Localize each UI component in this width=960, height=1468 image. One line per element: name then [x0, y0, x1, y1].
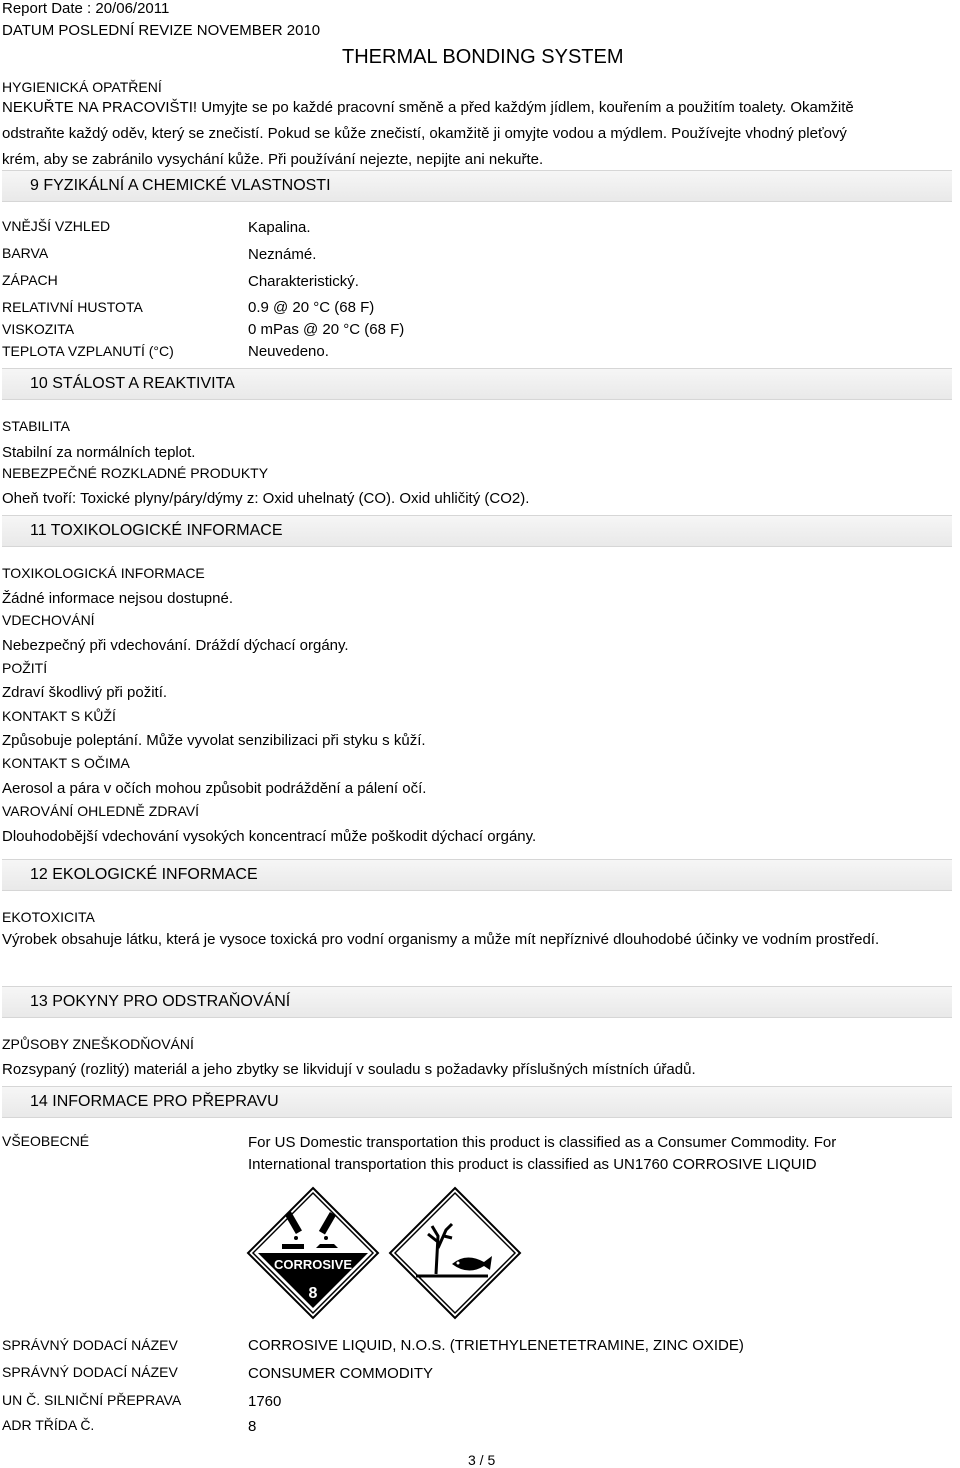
s9-value-color: Neznámé.	[248, 246, 317, 263]
un-road-label: UN Č. SILNIČNÍ PŘEPRAVA	[2, 1392, 182, 1408]
decomp-text: Oheň tvoří: Toxické plyny/páry/dýmy z: Oxid uhelnatý (CO). Oxid uhličitý (CO2).	[2, 490, 530, 507]
report-date: Report Date : 20/06/2011	[2, 0, 170, 17]
section-10-title: 10 STÁLOST A REAKTIVITA	[30, 375, 235, 392]
adr-class-label: ADR TŘÍDA Č.	[2, 1417, 95, 1433]
ecotoxicity-text: Výrobek obsahuje látku, která je vysoce toxická pro vodní organismy a může mít nepříznivé dlouhodobé účinky ve vodním prostředí.	[2, 931, 880, 948]
hygiene-text: NEKUŘTE NA PRACOVIŠTI! Umyjte se po každé pracovní směně a před každým jídlem, kouřením a použitím toalety. Okamžitě odstraňte každý oděv, který se znečistí. Pokud se kůže znečistí, okamžitě ji omyjte vodou a mýdlem. Používejte vhodný pleťový krém, aby se zabránilo vysychání kůže. Při používání nejezte, nepijte ani nekuřte.	[2, 99, 854, 168]
section-14-title: 14 INFORMACE PRO PŘEPRAVU	[30, 1093, 279, 1110]
inhalation-label: VDECHOVÁNÍ	[2, 612, 95, 628]
s9-value-flashpoint: Neuvedeno.	[248, 343, 329, 360]
tox-info-label: TOXIKOLOGICKÁ INFORMACE	[2, 565, 205, 581]
s9-label-density: RELATIVNÍ HUSTOTA	[2, 299, 143, 315]
hygiene-label: HYGIENICKÁ OPATŘENÍ	[2, 79, 162, 95]
section-13-header	[2, 986, 952, 1018]
inhalation-text: Nebezpečný při vdechování. Dráždí dýchací orgány.	[2, 637, 349, 654]
s9-value-odor: Charakteristický.	[248, 273, 359, 290]
corrosive-word: CORROSIVE	[273, 1257, 353, 1272]
corrosive-icon	[246, 1186, 380, 1320]
disposal-label: ZPŮSOBY ZNEŠKODŇOVÁNÍ	[2, 1036, 194, 1052]
shipping-name-value-1: CORROSIVE LIQUID, N.O.S. (TRIETHYLENETETRAMINE, ZINC OXIDE)	[248, 1337, 744, 1354]
section-14-header	[2, 1086, 952, 1118]
s9-value-appearance: Kapalina.	[248, 219, 311, 236]
section-11-header	[2, 515, 952, 547]
general-label: VŠEOBECNÉ	[2, 1133, 90, 1149]
section-11-title: 11 TOXIKOLOGICKÉ INFORMACE	[30, 522, 283, 539]
corrosive-class-number: 8	[308, 1285, 318, 1302]
s9-value-viscosity: 0 mPas @ 20 °C (68 F)	[248, 321, 405, 338]
s9-label-viscosity: VISKOZITA	[2, 321, 75, 337]
stability-label: STABILITA	[2, 418, 70, 434]
s9-label-flashpoint: TEPLOTA VZPLANUTÍ (°C)	[2, 343, 174, 359]
health-warning-label: VAROVÁNÍ OHLEDNĚ ZDRAVÍ	[2, 803, 200, 819]
disposal-text: Rozsypaný (rozlitý) materiál a jeho zbytky se likvidují v souladu s požadavky příslušných místních úřadů.	[2, 1061, 696, 1078]
shipping-name-value-2: CONSUMER COMMODITY	[248, 1365, 433, 1382]
section-9-title: 9 FYZIKÁLNÍ A CHEMICKÉ VLASTNOSTI	[30, 177, 331, 194]
eye-contact-text: Aerosol a pára v očích mohou způsobit podráždění a pálení očí.	[2, 780, 427, 797]
section-13-title: 13 POKYNY PRO ODSTRAŇOVÁNÍ	[30, 993, 291, 1010]
section-9-header	[2, 170, 952, 202]
environment-pictogram	[388, 1186, 522, 1320]
s9-label-appearance: VNĚJŠÍ VZHLED	[2, 218, 111, 234]
shipping-name-label-1: SPRÁVNÝ DODACÍ NÁZEV	[2, 1337, 178, 1353]
ingestion-text: Zdraví škodlivý při požití.	[2, 684, 168, 701]
health-warning-text: Dlouhodobější vdechování vysokých koncentrací může poškodit dýchací orgány.	[2, 828, 537, 845]
product-title: THERMAL BONDING SYSTEM	[342, 46, 624, 68]
revision-date: DATUM POSLEDNÍ REVIZE NOVEMBER 2010	[2, 22, 321, 39]
section-12-header	[2, 859, 952, 891]
section-12-title: 12 EKOLOGICKÉ INFORMACE	[30, 866, 258, 883]
general-text: For US Domestic transportation this product is classified as a Consumer Commodity. For International transportation this product is classified as UN1760 CORROSIVE LIQUID	[248, 1134, 837, 1173]
stability-text: Stabilní za normálních teplot.	[2, 444, 196, 461]
skin-contact-text: Způsobuje poleptání. Může vyvolat senzibilizaci při styku s kůží.	[2, 732, 426, 749]
s9-value-density: 0.9 @ 20 °C (68 F)	[248, 299, 375, 316]
section-10-header	[2, 368, 952, 400]
un-road-value: 1760	[248, 1393, 282, 1410]
tox-info-text: Žádné informace nejsou dostupné.	[2, 590, 233, 607]
skin-contact-label: KONTAKT S KŮŽÍ	[2, 708, 116, 724]
s9-label-color: BARVA	[2, 245, 49, 261]
shipping-name-label-2: SPRÁVNÝ DODACÍ NÁZEV	[2, 1364, 178, 1380]
page-number: 3 / 5	[468, 1452, 496, 1468]
dead-fish-tree-icon	[388, 1186, 522, 1320]
decomp-label: NEBEZPEČNÉ ROZKLADNÉ PRODUKTY	[2, 465, 269, 481]
ecotoxicity-label: EKOTOXICITA	[2, 909, 95, 925]
s9-label-odor: ZÁPACH	[2, 272, 58, 288]
eye-contact-label: KONTAKT S OČIMA	[2, 755, 130, 771]
corrosive-pictogram	[246, 1186, 380, 1320]
adr-class-value: 8	[248, 1418, 257, 1435]
ingestion-label: POŽITÍ	[2, 660, 48, 676]
